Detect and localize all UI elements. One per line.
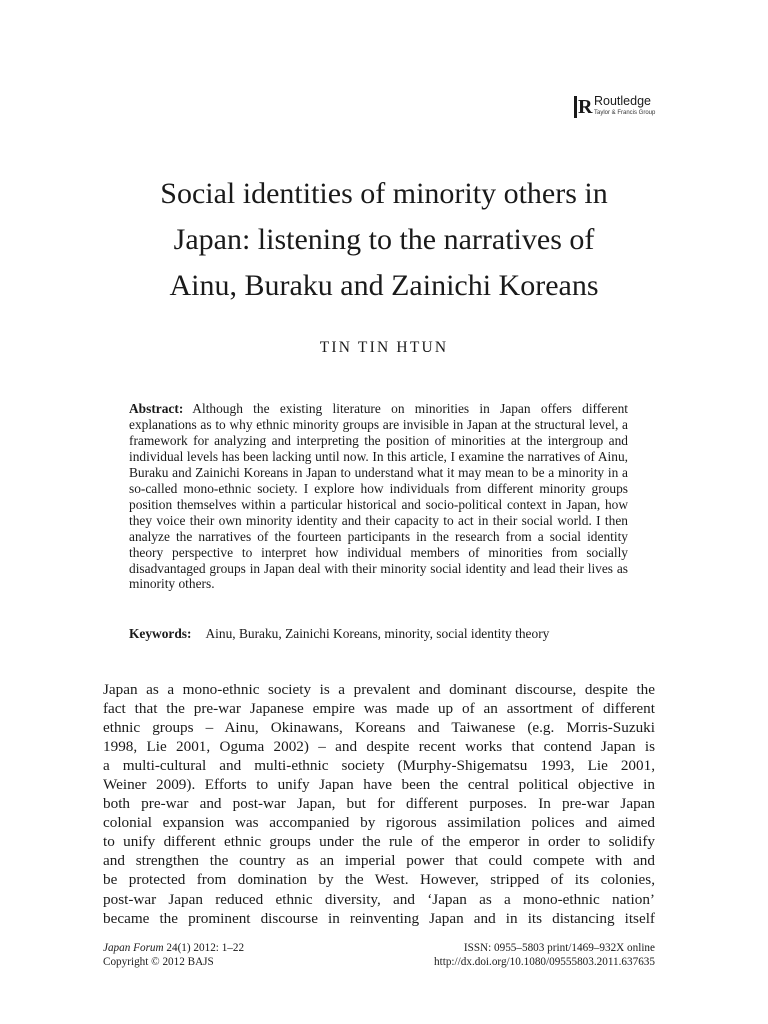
article-title [0, 171, 768, 309]
copyright: Copyright © 2012 BAJS [103, 956, 214, 968]
publisher-group: Taylor & Francis Group [594, 109, 656, 116]
doi-link[interactable]: http://dx.doi.org/10.1080/09555803.2011.637635 [434, 956, 655, 968]
body-line: became the prominent discourse in reinventing Japan and in its distancing itself [103, 909, 655, 927]
keywords [129, 626, 628, 642]
journal-details: 24(1) 2012: 1–22 [163, 942, 245, 954]
title-line: Ainu, Buraku and Zainichi Koreans [169, 269, 599, 302]
body-line: Japan as a mono-ethnic society is a prevalent and dominant discourse, despite the [103, 681, 655, 698]
body-line: be protected from domination by the West. However, stripped of its colonies, [103, 871, 655, 889]
issn: ISSN: 0955–5803 print/1469–932X online [463, 942, 655, 954]
body-line: Weiner 2009). Efforts to unify Japan have been the central political objective in [103, 776, 655, 794]
body-line: ethnic groups – Ainu, Okinawans, Koreans and Taiwanese (e.g. Morris-Suzuki [103, 719, 655, 737]
abstract-label: Abstract: [129, 401, 184, 416]
body-line: fact that the pre-war Japanese empire was made up of an assortment of different [103, 700, 655, 718]
abstract-text: Although the existing literature on minorities in Japan offers different explanations as to why ethnic minority groups are invisible in Japan at the structural level, a framework for analyzing and interpreting the position of minorities at the intergroup and individual levels has been lacking until now. In this article, I examine the narratives of Ainu, Buraku and Zainichi Koreans in Japan to understand what it may mean to be a minority in a so-called mono-ethnic society. I explore how individuals from different minority groups position themselves within a particular historical and socio-political context in Japan, how they voice their own minority identity and their capacity to act in their social world. I then analyze the narratives of the fourteen participants in the research from a social identity theory perspective to interpret how individual members of minorities from socially disadvantaged groups in Japan deal with their minority social identity and lead their lives as minority others. [129, 401, 628, 592]
title-line: Japan: listening to the narratives of [173, 223, 595, 256]
body-line: colonial expansion was accompanied by rigorous assimilation polices and aimed [103, 814, 655, 832]
journal-citation [103, 941, 244, 955]
keywords-label: Keywords: [129, 626, 192, 641]
publisher-name: Routledge [594, 94, 651, 108]
body-line: a multi-cultural and multi-ethnic society (Murphy-Shigematsu 1993, Lie 2001, [103, 757, 655, 775]
body-paragraph [103, 680, 655, 928]
page-footer [103, 941, 655, 969]
body-line: to unify different ethnic groups under the rule of the emperor in order to solidify [103, 833, 655, 851]
body-line: 1998, Lie 2001, Oguma 2002) – and despite recent works that contend Japan is [103, 738, 655, 756]
author-name: TIN TIN HTUN [319, 339, 449, 356]
abstract [129, 401, 628, 592]
body-line: and strengthen the country as an imperial power that could compete with and [103, 852, 655, 870]
publisher-logo [574, 94, 655, 120]
body-line: post-war Japan reduced ethnic diversity, and ‘Japan as a mono-ethnic nation’ [103, 890, 655, 908]
body-line: both pre-war and post-war Japan, but for different purposes. In pre-war Japan [103, 795, 655, 813]
keywords-text: Ainu, Buraku, Zainichi Koreans, minority, social identity theory [205, 626, 550, 641]
title-line: Social identities of minority others in [160, 177, 608, 210]
journal-name: Japan Forum [103, 942, 164, 954]
routledge-logo-icon [574, 94, 593, 120]
logo-letter: R [578, 96, 593, 118]
